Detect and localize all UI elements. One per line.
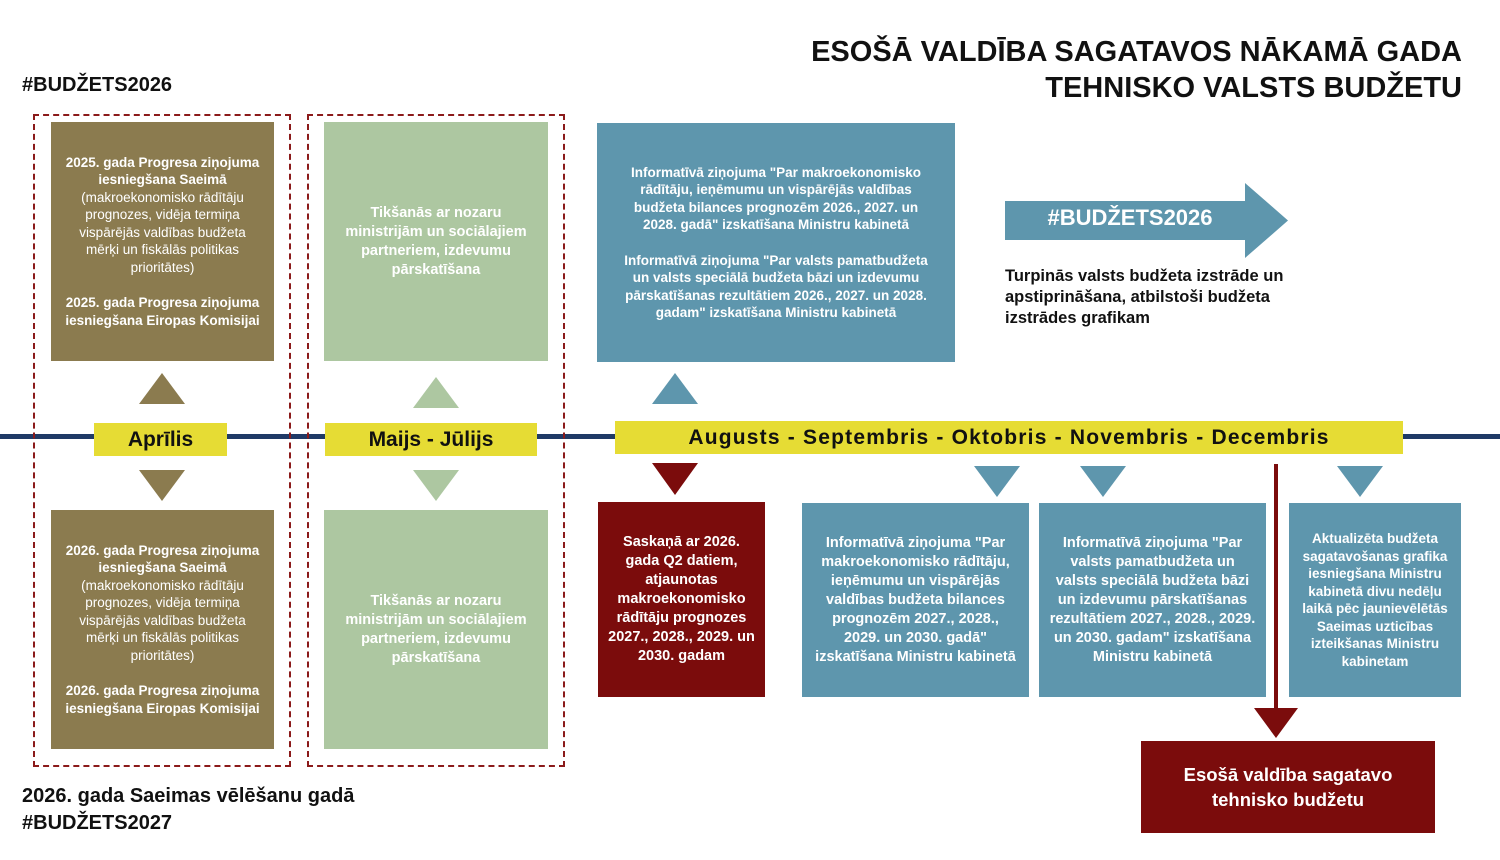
macro-report-box bbox=[802, 503, 1029, 697]
april-bottom-box bbox=[51, 510, 274, 749]
technical-budget-text: Esošā valdība sagatavo tehnisko budžetu bbox=[1183, 764, 1393, 810]
month-april: Aprīlis bbox=[94, 423, 227, 456]
mayjuly-bottom-text: Tikšanās ar nozaru ministrijām un sociālajiem partneriem, izdevumu pārskatīšana bbox=[345, 592, 527, 666]
autumn-top-p2: Informatīvā ziņojuma "Par valsts pamatbudžeta un valsts speciālā budžeta bāzi un izdevumu pārskatīšanas rezultātiem 2026., 2027. un 2028. gadam" izskatīšana Ministru kabinetā bbox=[624, 252, 928, 320]
schedule-box bbox=[1289, 503, 1461, 697]
april-bottom-p1: 2026. gada Progresa ziņojuma iesniegšana Saeimā (makroekonomisko rādītāju prognozes, vidēja termiņa vispārējās valdības budžeta mērķi un fiskālās politikas prioritātes) bbox=[65, 542, 260, 663]
autumn-top-box bbox=[597, 123, 955, 362]
april-top-p2: 2025. gada Progresa ziņojuma iesniegšana Eiropas Komisijai bbox=[65, 295, 260, 328]
april-bottom-p2: 2026. gada Progresa ziņojuma iesniegšana Eiropas Komisijai bbox=[65, 683, 260, 716]
q2-forecast-box bbox=[598, 502, 765, 697]
technical-budget-box bbox=[1141, 741, 1435, 833]
page-title-line1: ESOŠĀ VALDĪBA SAGATAVOS NĀKAMĀ GADA bbox=[811, 36, 1462, 68]
month-may-july: Maijs - Jūlijs bbox=[325, 423, 537, 456]
page-title-line2: TEHNISKO VALSTS BUDŽETU bbox=[1045, 72, 1462, 104]
base-report-box bbox=[1039, 503, 1266, 697]
base-down-arrow-icon bbox=[1080, 466, 1126, 497]
macro-report-text: Informatīvā ziņojuma "Par makroekonomisko rādītāju, ieņēmumu un vispārējās valdības budžeta bilances prognozēm 2027., 2028., 2029. un 2030. gadā" izskatīšana Ministru kabinetā bbox=[815, 534, 1016, 665]
q2-down-arrow-icon bbox=[652, 463, 698, 495]
q2-forecast-text: Saskaņā ar 2026. gada Q2 datiem, atjaunotas makroekonomisko rādītāju prognozes 2027., 2028., 2029. un 2030. gadam bbox=[608, 534, 755, 664]
arrow-hashtag: #BUDŽETS2026 bbox=[1047, 205, 1213, 230]
continue-text: Turpinās valsts budžeta izstrāde un apstiprināšana, atbilstoši budžeta izstrādes grafikam bbox=[1005, 267, 1284, 327]
april-down-arrow-icon bbox=[139, 470, 185, 501]
footer-election-note bbox=[22, 783, 354, 837]
mayjuly-up-arrow-icon bbox=[413, 377, 459, 408]
autumn-up-arrow-icon bbox=[652, 373, 698, 404]
macro-down-arrow-icon bbox=[974, 466, 1020, 497]
technical-arrow-head-icon bbox=[1254, 708, 1298, 738]
april-top-box bbox=[51, 122, 274, 361]
page-title bbox=[811, 34, 1462, 106]
base-report-text: Informatīvā ziņojuma "Par valsts pamatbudžeta un valsts speciālā budžeta bāzi un izdevumu pārskatīšanas rezultātiem 2027., 2028., 2029. un 2030. gadam" izskatīšana Ministru kabinetā bbox=[1049, 534, 1256, 665]
schedule-text: Aktualizēta budžeta sagatavošanas grafika iesniegšana Ministru kabinetā divu nedēļu laikā pēc jaunievēlētās Saeimas uzticības izteikšanas Ministru kabinetam bbox=[1302, 531, 1448, 669]
footer-line2: #BUDŽETS2027 bbox=[22, 812, 173, 834]
autumn-top-p1: Informatīvā ziņojuma "Par makroekonomisko rādītāju, ieņēmumu un vispārējās valdības budžeta bilances prognozēm 2026., 2027. un 2028. gadā" izskatīšana Ministru kabinetā bbox=[631, 164, 921, 232]
april-top-p1: 2025. gada Progresa ziņojuma iesniegšana Saeimā (makroekonomisko rādītāju prognozes, vidēja termiņa vispārējās valdības budžeta mērķi un fiskālās politikas prioritātes) bbox=[65, 154, 260, 275]
mayjuly-down-arrow-icon bbox=[413, 470, 459, 501]
mayjuly-bottom-box bbox=[324, 510, 548, 749]
april-up-arrow-icon bbox=[139, 373, 185, 404]
mayjuly-top-text: Tikšanās ar nozaru ministrijām un sociālajiem partneriem, izdevumu pārskatīšana bbox=[345, 204, 527, 278]
month-aug-dec: Augusts - Septembris - Oktobris - Novembris - Decembris bbox=[615, 421, 1403, 454]
technical-connector-line bbox=[1274, 464, 1278, 710]
hashtag-budget-2026: #BUDŽETS2026 bbox=[22, 74, 173, 96]
schedule-down-arrow-icon bbox=[1337, 466, 1383, 497]
mayjuly-top-box bbox=[324, 122, 548, 361]
footer-line1: 2026. gada Saeimas vēlēšanu gadā bbox=[22, 785, 355, 807]
